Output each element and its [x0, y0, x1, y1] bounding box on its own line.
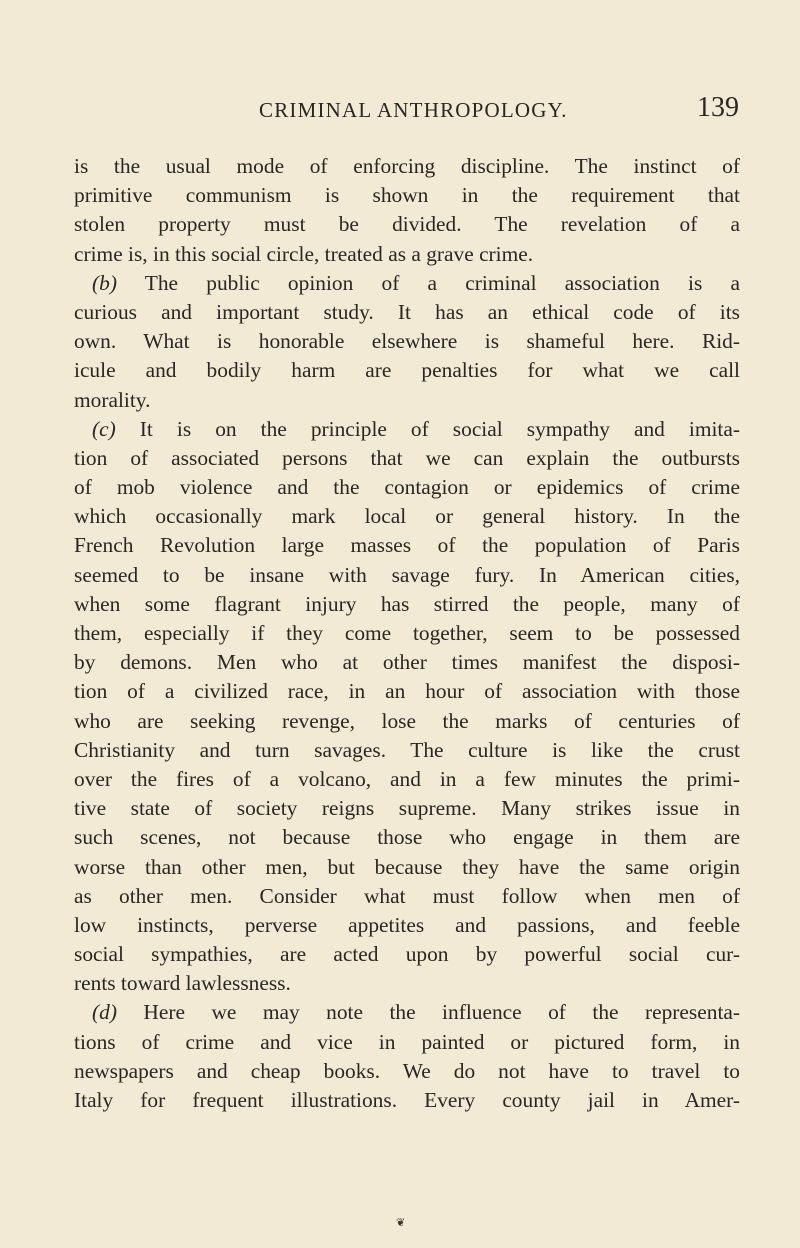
ornament-mark: ❦: [396, 1217, 406, 1229]
page-number: 139: [697, 92, 739, 123]
text-line: tion of associated persons that we can explain the outbursts: [74, 445, 740, 470]
text-line: such scenes, not because those who engage in them are: [74, 825, 740, 850]
text-line: by demons. Men who at other times manifest the disposi-: [74, 650, 740, 675]
text-line: newspapers and cheap books. We do not have to travel to: [74, 1058, 740, 1083]
text-line: curious and important study. It has an ethical code of its: [74, 299, 740, 324]
text-line: French Revolution large masses of the population of Paris: [74, 533, 740, 558]
text-line: tion of a civilized race, in an hour of association with those: [74, 679, 740, 704]
text-line: Italy for frequent illustrations. Every county jail in Amer-: [74, 1088, 740, 1112]
text-line: icule and bodily harm are penalties for what we call: [74, 358, 740, 383]
paragraph-label: (c): [92, 416, 116, 441]
text-line: own. What is honorable elsewhere is shameful here. Rid-: [74, 329, 740, 354]
text-line: rents toward lawlessness.: [74, 971, 291, 996]
text-line: as other men. Consider what must follow when men of: [74, 883, 740, 908]
text-line: is the usual mode of enforcing discipline. The instinct of: [74, 154, 740, 178]
text-line: worse than other men, but because they have the same origin: [74, 854, 740, 879]
body-text: [74, 152, 740, 1115]
text-line: [74, 269, 740, 298]
text-line: seemed to be insane with savage fury. In American cities,: [74, 562, 740, 587]
line-text: Here we may note the influence of the representa-: [116, 1000, 740, 1025]
line-text: The public opinion of a criminal association is a: [116, 270, 740, 295]
text-line: which occasionally mark local or general history. In the: [74, 504, 740, 529]
text-line: social sympathies, are acted upon by powerful social cur-: [74, 942, 740, 967]
text-line: primitive communism is shown in the requirement that: [74, 183, 740, 208]
paragraph-label: (b): [92, 270, 117, 295]
text-line: low instincts, perverse appetites and passions, and feeble: [74, 912, 740, 937]
text-line: [74, 998, 740, 1027]
paragraph-d: [74, 998, 740, 1115]
running-title: CRIMINAL ANTHROPOLOGY.: [259, 98, 568, 122]
text-line: tive state of society reigns supreme. Many strikes issue in: [74, 796, 740, 821]
text-line: tions of crime and vice in painted or pictured form, in: [74, 1029, 740, 1054]
text-line: them, especially if they come together, seem to be possessed: [74, 621, 740, 645]
paragraph-label: (d): [92, 1000, 117, 1025]
text-line: morality.: [74, 387, 151, 412]
text-line: Christianity and turn savages. The culture is like the crust: [74, 737, 740, 762]
paragraph-c: [74, 415, 740, 999]
text-line: over the fires of a volcano, and in a few minutes the primi-: [74, 766, 740, 791]
text-line: crime is, in this social circle, treated as a grave crime.: [74, 241, 534, 266]
line-text: It is on the principle of social sympathy and imita-: [115, 416, 740, 441]
text-line: of mob violence and the contagion or epidemics of crime: [74, 475, 740, 500]
paragraph: [74, 152, 740, 269]
text-line: when some flagrant injury has stirred the people, many of: [74, 591, 740, 616]
text-line: who are seeking revenge, lose the marks of centuries of: [74, 708, 740, 733]
paragraph-b: [74, 269, 740, 415]
text-line: [74, 415, 740, 444]
page-header: [259, 92, 739, 126]
text-line: stolen property must be divided. The revelation of a: [74, 212, 740, 237]
